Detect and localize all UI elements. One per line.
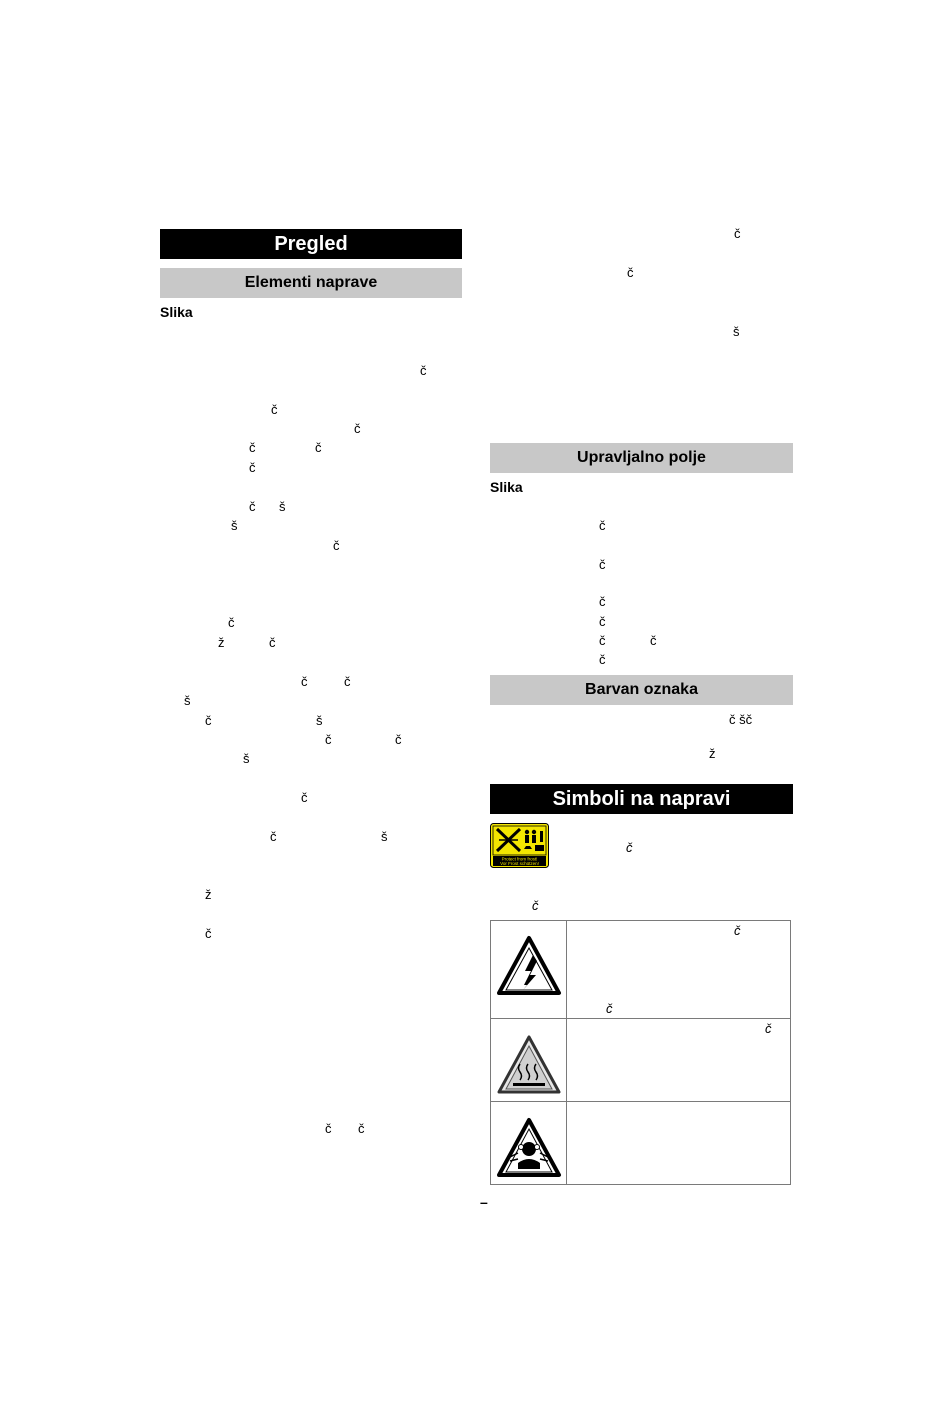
frost-label-text: Protect from frost!: [501, 856, 538, 862]
text-fragment: č: [599, 614, 606, 629]
text-fragment: č: [344, 674, 351, 689]
slika-label: Slika: [160, 304, 193, 320]
text-fragment: č: [249, 499, 256, 514]
text-fragment: č: [606, 1001, 613, 1016]
text-fragment: č: [270, 829, 277, 844]
text-fragment: č: [420, 363, 427, 378]
text-fragment: š: [316, 713, 323, 728]
text-fragment: č: [734, 923, 741, 938]
text-fragment: š: [231, 518, 238, 533]
text-fragment: č: [325, 732, 332, 747]
slika-label: Slika: [490, 479, 523, 495]
text-fragment: č: [734, 226, 741, 241]
subsection-title-elementi-naprave: Elementi naprave: [160, 268, 462, 298]
text-fragment: š: [381, 829, 388, 844]
text-fragment: č: [765, 1021, 772, 1036]
text-fragment: č: [395, 732, 402, 747]
page-dash: –: [480, 1194, 488, 1210]
text-fragment: č: [626, 840, 633, 855]
text-fragment: č šč: [729, 712, 753, 727]
text-fragment: š: [184, 693, 191, 708]
text-fragment: č: [301, 790, 308, 805]
text-fragment: č: [301, 674, 308, 689]
section-title-simboli-na-napravi: Simboli na napravi: [490, 784, 793, 814]
text-fragment: č: [354, 421, 361, 436]
text-fragment: ž: [218, 635, 225, 650]
text-fragment: š: [733, 324, 740, 339]
frost-label-text: Vor Frost schützen!: [500, 861, 539, 866]
high-pressure-jet-warning-icon: [496, 1117, 571, 1184]
text-fragment: č: [315, 440, 322, 455]
text-fragment: č: [627, 265, 634, 280]
text-fragment: č: [599, 518, 606, 533]
text-fragment: č: [599, 557, 606, 572]
text-fragment: č: [271, 402, 278, 417]
text-fragment: š: [243, 751, 250, 766]
text-fragment: š: [279, 499, 286, 514]
text-fragment: č: [249, 460, 256, 475]
text-fragment: č: [269, 635, 276, 650]
text-fragment: ž: [205, 887, 212, 902]
text-fragment: ž: [709, 746, 716, 761]
text-fragment: č: [599, 652, 606, 667]
text-fragment: č: [205, 713, 212, 728]
section-title-pregled: Pregled: [160, 229, 462, 259]
text-fragment: č: [532, 898, 539, 913]
subsection-title-barvan-oznaka: Barvan oznaka: [490, 675, 793, 705]
text-fragment: č: [205, 926, 212, 941]
text-fragment: č: [228, 615, 235, 630]
text-fragment: č: [249, 440, 256, 455]
text-fragment: č: [333, 538, 340, 553]
text-fragment: č: [650, 633, 657, 648]
frost-protection-label-icon: [490, 823, 549, 868]
hot-surface-warning-icon: [496, 1034, 571, 1101]
text-fragment: č: [358, 1121, 365, 1136]
subsection-title-upravljalno-polje: Upravljalno polje: [490, 443, 793, 473]
symbols-table: [490, 920, 791, 1185]
text-fragment: č: [599, 633, 606, 648]
electric-shock-warning-icon: [496, 935, 571, 1002]
text-fragment: č: [325, 1121, 332, 1136]
text-fragment: č: [599, 594, 606, 609]
